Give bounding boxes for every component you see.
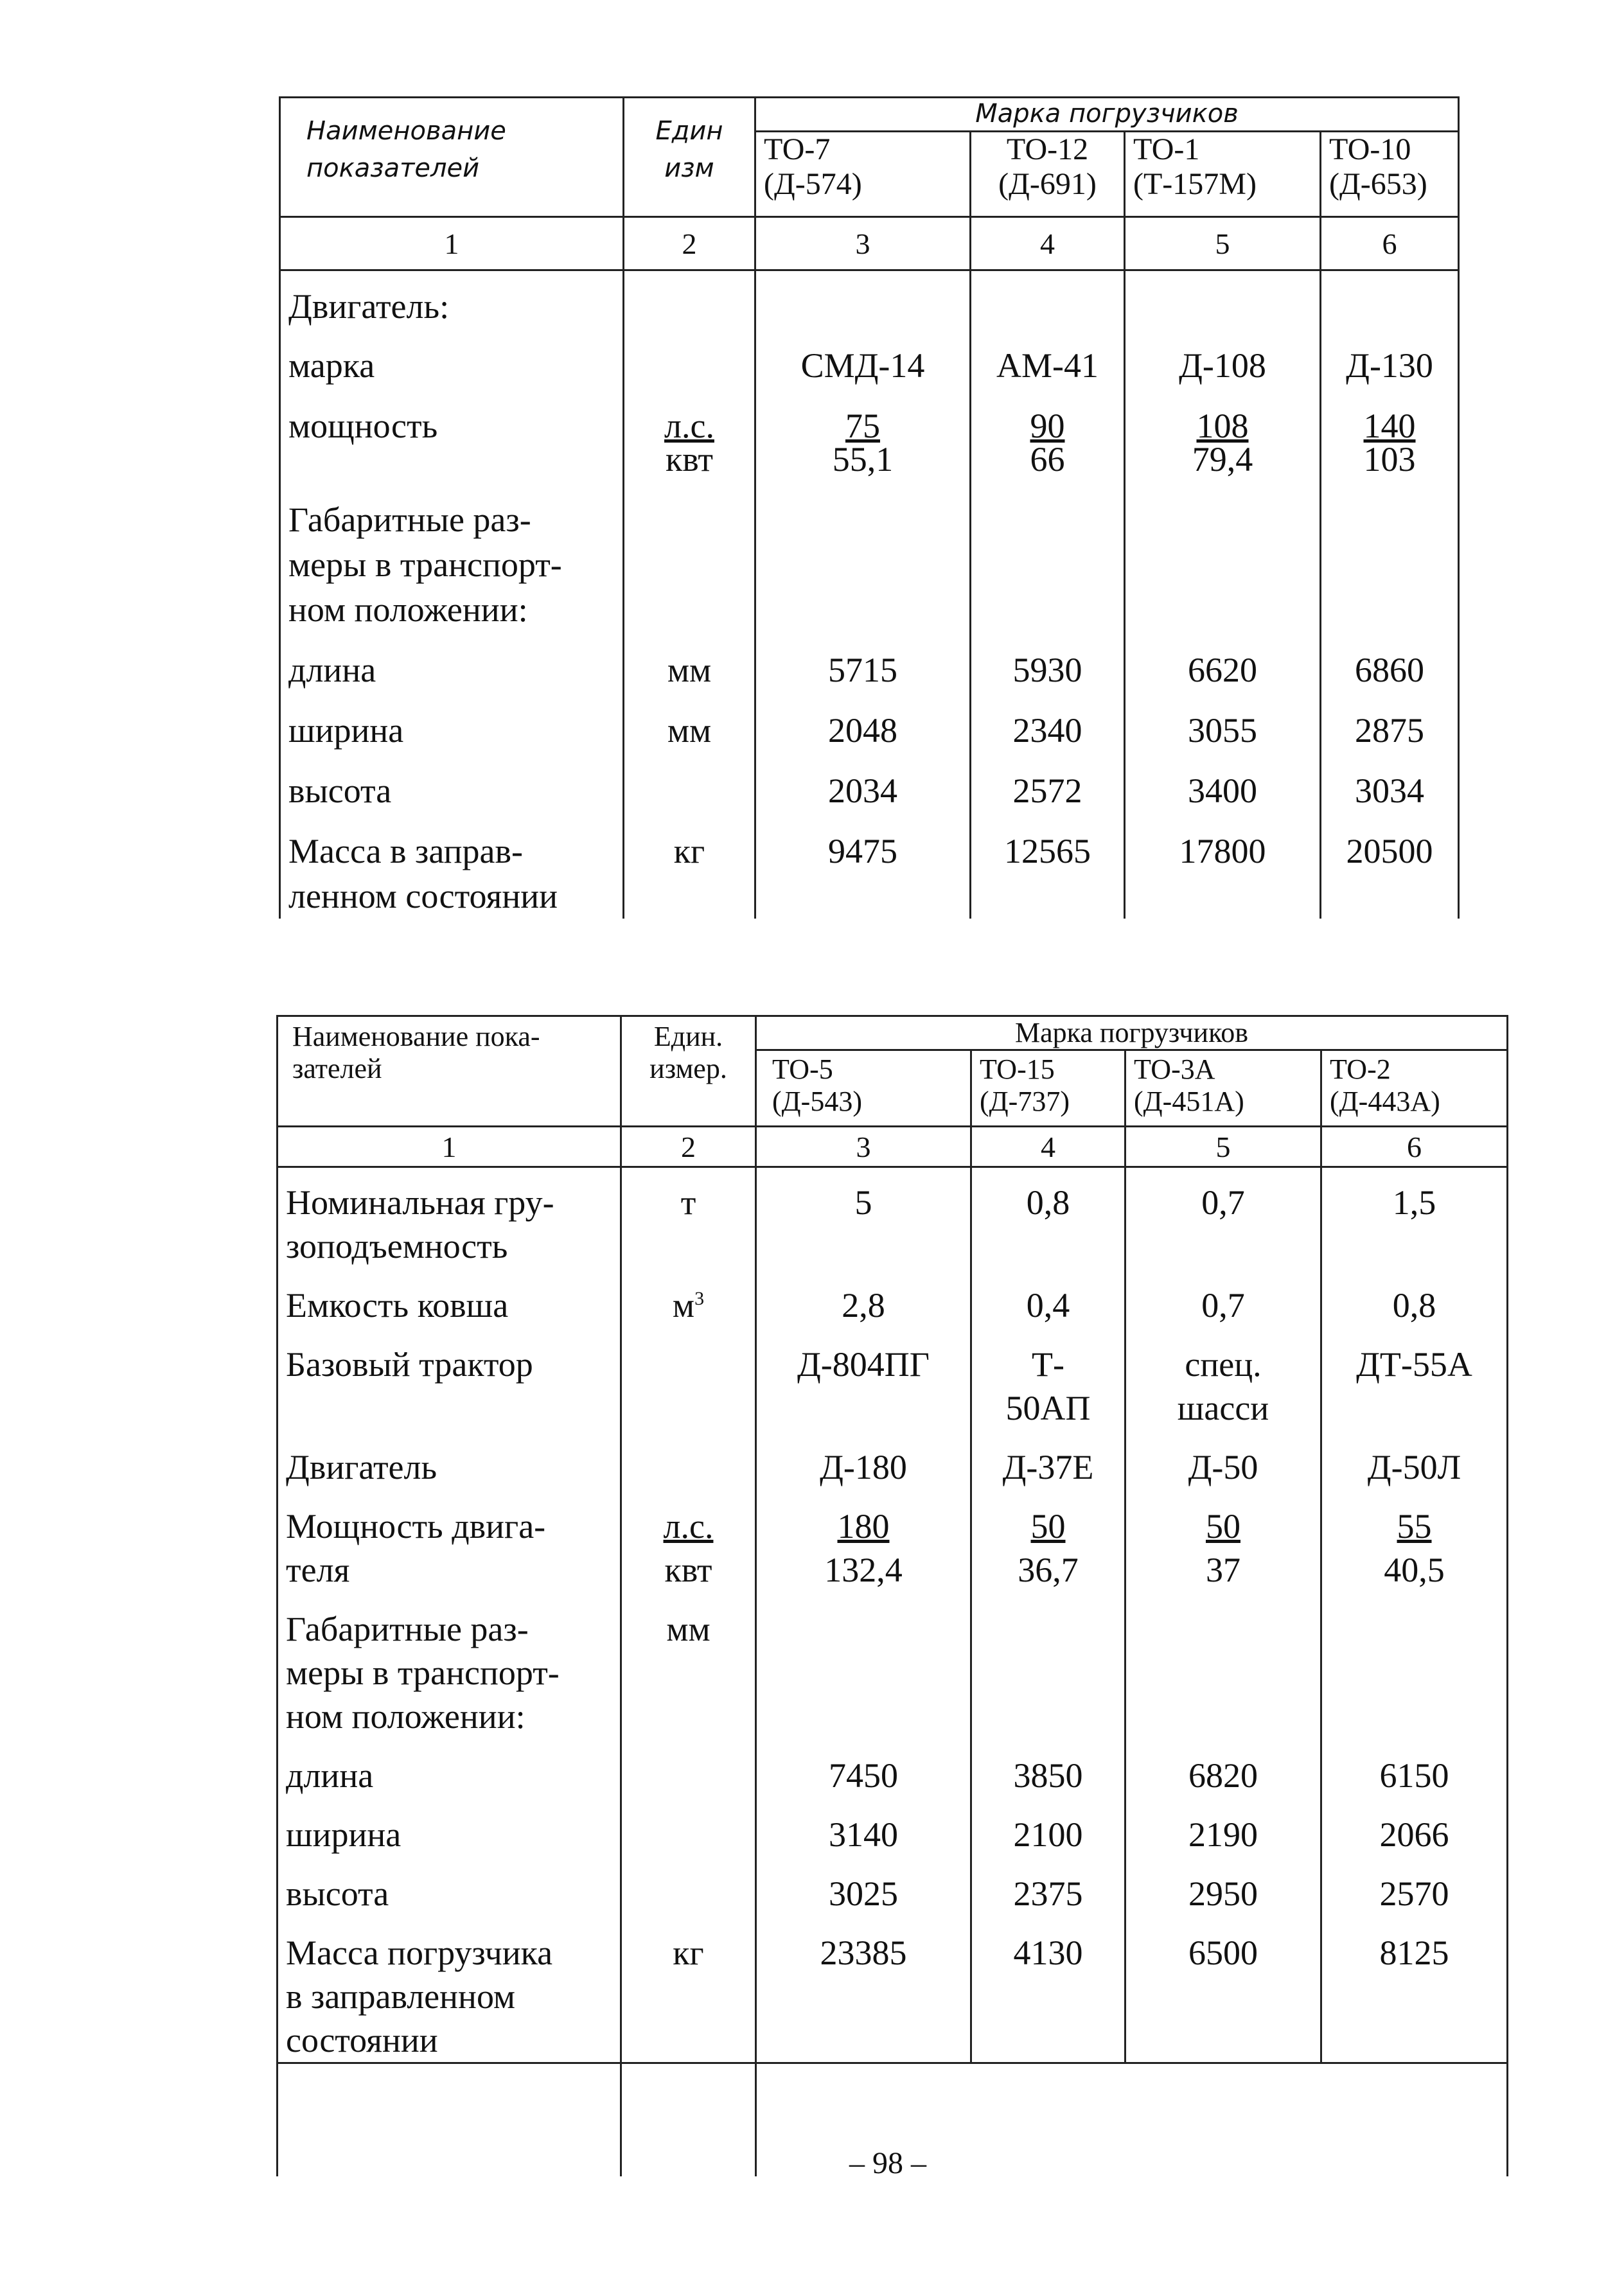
model-header: ТО-2 (Д-443А) [1321, 1050, 1508, 1127]
model-header: ТО-12 (Д-691) [971, 132, 1125, 217]
loader-specs-table-1 [279, 96, 1460, 919]
value-column: 0,7 0,7 спец. шасси Д-50 50 37 6820 2190 2950 6500 [1125, 1167, 1321, 2063]
header-loader-brand: Марка погрузчиков [756, 1016, 1508, 1050]
column-number: 4 [971, 217, 1125, 270]
value-column: Д-108 108 79,4 6620 3055 3400 17800 [1125, 270, 1321, 919]
header-unit: Един изм [624, 98, 755, 217]
column-number: 1 [278, 1127, 621, 1167]
column-number: 6 [1321, 1127, 1508, 1167]
model-header: ТО-1 (Т-157М) [1125, 132, 1321, 217]
value-column: 1,5 0,8 ДТ-55А Д-50Л 55 40,5 6150 2066 2570 8125 [1321, 1167, 1508, 2063]
column-number: 4 [971, 1127, 1125, 1167]
table-row [278, 1167, 1508, 2063]
model-header: ТО-7 (Д-574) [755, 132, 971, 217]
row-label: Номинальная гру- зоподъемность Емкость ковша Базовый трактор Двигатель Мощность двига- теля Габаритные раз- меры в транспорт- ном положении: длина ширина высота Масса погрузчика в заправленном состоянии [278, 1167, 621, 2063]
header-indicator-name: Наименование показателей [280, 98, 624, 217]
model-header: ТО-10 (Д-653) [1321, 132, 1459, 217]
value-column: Д-130 140 103 6860 2875 3034 20500 [1321, 270, 1459, 919]
header-loader-brand: Марка погрузчиков [755, 98, 1459, 132]
value-column: 0,8 0,4 Т- 50АП Д-37Е 50 36,7 3850 2100 2375 4130 [971, 1167, 1125, 2063]
row-label: Двигатель: марка мощность Габаритные раз- меры в транспорт- ном положении: длина ширина высота Масса в заправ- ленном состоянии [280, 270, 624, 919]
value-column: СМД-14 75 55,1 5715 2048 2034 9475 [755, 270, 971, 919]
value-column: 5 2,8 Д-804ПГ Д-180 180 132,4 7450 3140 3025 23385 [756, 1167, 971, 2063]
header-indicator-name: Наименование пока- зателей [278, 1016, 621, 1127]
column-number: 2 [621, 1127, 756, 1167]
page-number: – 98 – [849, 2146, 926, 2180]
header-unit: Един. измер. [621, 1016, 756, 1127]
column-number: 1 [280, 217, 624, 270]
column-number: 2 [624, 217, 755, 270]
unit-column: л.с. квт мм мм кг [624, 270, 755, 919]
column-number: 5 [1125, 217, 1321, 270]
model-header: ТО-3А (Д-451А) [1125, 1050, 1321, 1127]
column-number: 3 [755, 217, 971, 270]
model-header: ТО-5 (Д-543) [756, 1050, 971, 1127]
value-column: АМ-41 90 66 5930 2340 2572 12565 [971, 270, 1125, 919]
column-number: 5 [1125, 1127, 1321, 1167]
model-header: ТО-15 (Д-737) [971, 1050, 1125, 1127]
column-number: 3 [756, 1127, 971, 1167]
column-number: 6 [1321, 217, 1459, 270]
unit-column: т $м^3$ л.с. квт мм кг [621, 1167, 756, 2063]
loader-specs-table-2 [276, 1015, 1508, 2176]
table-row [280, 270, 1459, 919]
